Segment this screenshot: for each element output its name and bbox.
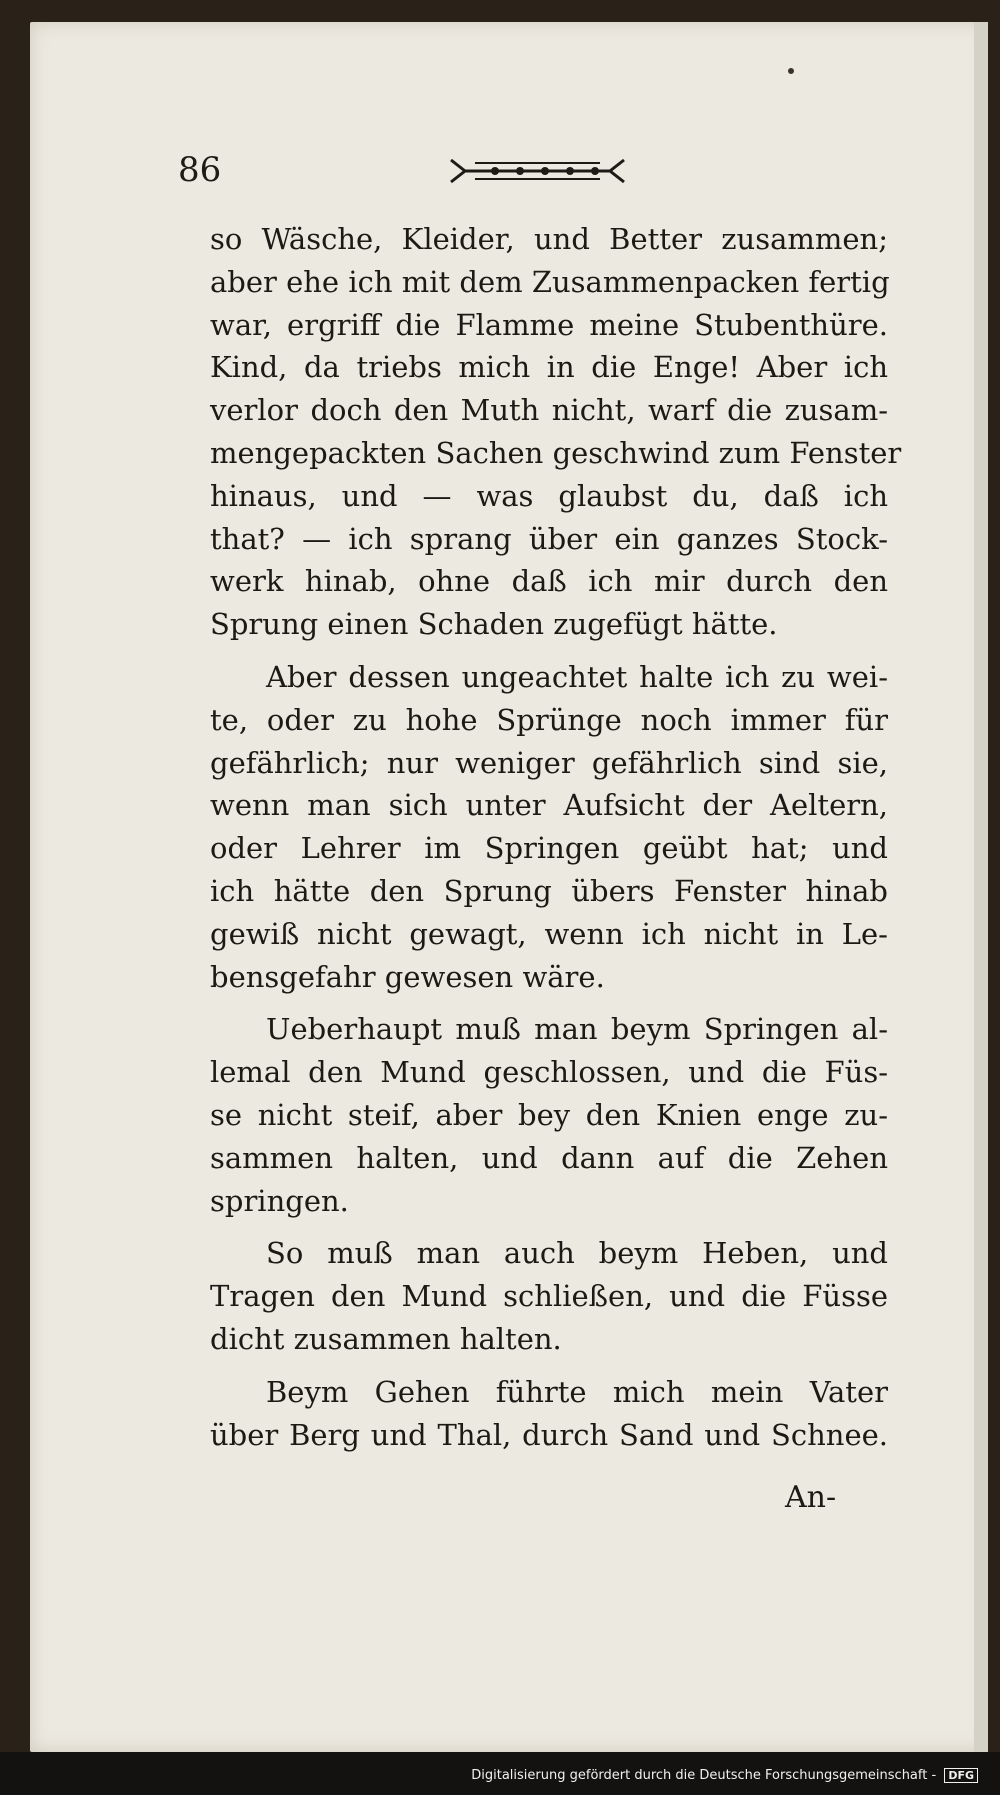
text-line: lemal den Mund geschlossen, und die Füs- [210, 1055, 888, 1090]
text-line: verlor doch den Muth nicht, warf die zusam- [210, 393, 888, 428]
page-edge [974, 22, 988, 1752]
text-line: war, ergriff die Flamme meine Stubenthüre. [210, 307, 888, 342]
body-text [210, 218, 902, 1466]
text-line: oder Lehrer im Springen geübt hat; und [210, 831, 888, 866]
text-line: springen. [210, 1183, 349, 1218]
text-line: Tragen den Mund schließen, und die Füsse [210, 1279, 888, 1314]
text-line: aber ehe ich mit dem Zusammenpacken fertig [210, 264, 890, 299]
text-line: Aber dessen ungeachtet halte ich zu wei- [266, 659, 888, 694]
text-line: hinaus, und — was glaubst du, daß ich [210, 478, 888, 513]
text-line: se nicht steif, aber bey den Knien enge zu- [210, 1097, 888, 1132]
text-line: über Berg und Thal, durch Sand und Schnee. [210, 1417, 888, 1452]
text-line: sammen halten, und dann auf die Zehen [210, 1140, 888, 1175]
paragraph [210, 1371, 888, 1457]
paragraph [210, 1232, 888, 1360]
text-line: Sprung einen Schaden zugefügt hätte. [210, 607, 778, 642]
text-line: werk hinab, ohne daß ich mir durch den [210, 564, 888, 599]
credit-text: Digitalisierung gefördert durch die Deutsche Forschungsgemeinschaft - [471, 1768, 937, 1783]
dfg-logo: DFG [944, 1768, 978, 1783]
text-line: ich hätte den Sprung übers Fenster hinab [210, 873, 888, 908]
text-line: wenn man sich unter Aufsicht der Aeltern, [210, 788, 888, 823]
text-line: that? — ich sprang über ein ganzes Stock- [210, 521, 888, 556]
text-line: te, oder zu hohe Sprünge noch immer für [210, 702, 888, 737]
ink-spot [788, 68, 794, 74]
text-line: Beym Gehen führte mich mein Vater [266, 1374, 888, 1409]
catchword: An- [785, 1480, 837, 1515]
digitization-credit [471, 1768, 978, 1783]
text-line: gewiß nicht gewagt, wenn ich nicht in Le- [210, 916, 888, 951]
paragraph [210, 218, 902, 646]
text-line: Kind, da triebs mich in die Enge! Aber ich [210, 350, 888, 385]
text-line: bensgefahr gewesen wäre. [210, 959, 605, 994]
paragraph [210, 1008, 888, 1222]
text-line: mengepackten Sachen geschwind zum Fenster [210, 435, 902, 470]
page-number: 86 [178, 150, 222, 190]
text-line: gefährlich; nur weniger gefährlich sind sie, [210, 745, 888, 780]
text-line: so Wäsche, Kleider, und Better zusammen; [210, 222, 888, 256]
paragraph [210, 656, 888, 998]
header-ornament [445, 150, 630, 192]
text-line: So muß man auch beym Heben, und [266, 1236, 888, 1271]
text-line: Ueberhaupt muß man beym Springen al- [266, 1012, 888, 1047]
text-line: dicht zusammen halten. [210, 1321, 562, 1356]
